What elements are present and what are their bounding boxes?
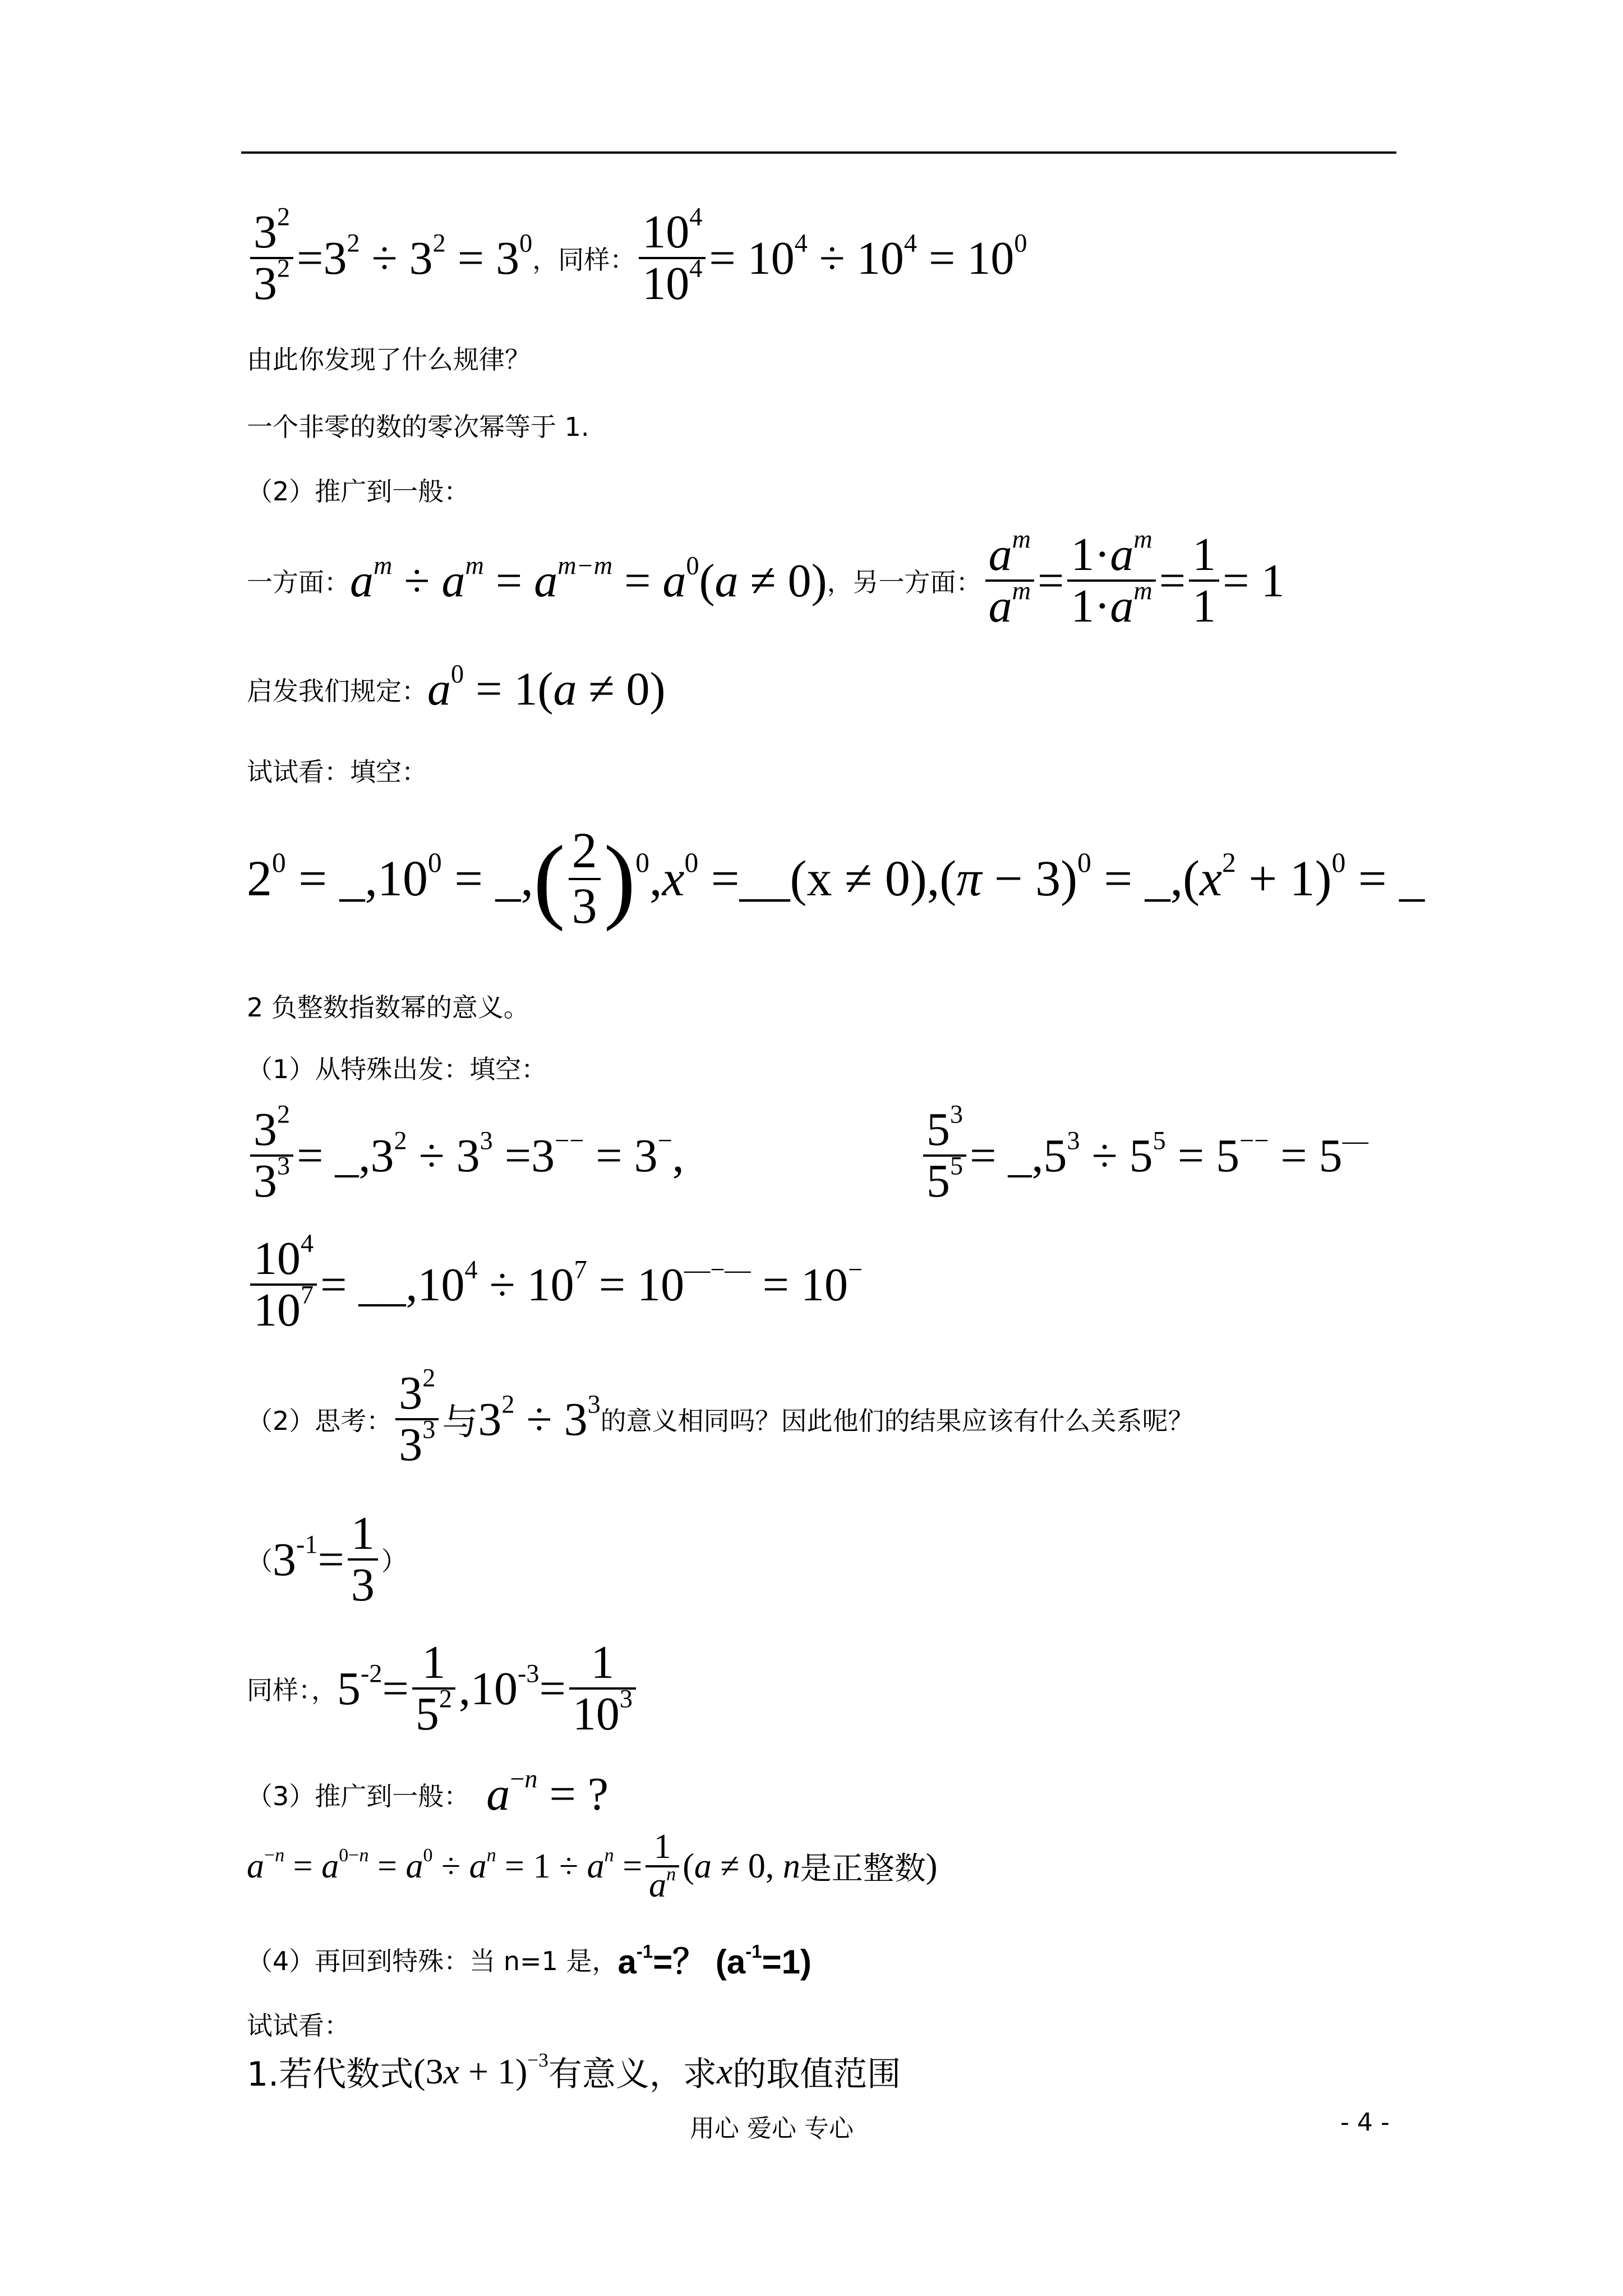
exercise-zero-power: $2^0$ = $\_,10^0$ = _, ( $\frac{2}{3}$ ) $^0,x^0$ =__(x ≠ $0),(\pi - 3)^0$ = $\_,(x^2 + 1)^0$ = _ [247,823,1425,934]
text-we-define: 启发我们规定： [247,675,427,706]
text-generalize: （3）推广到一般： [247,1780,470,1811]
fraction-10-4-over-10-4: $\frac{10^4}{10^4}$ [639,208,706,309]
try-fill-blank: 试试看：填空： [247,757,427,787]
question-general-negative: （3）推广到一般： $a^{-n}$ = ? [247,1764,609,1820]
statement-zero-power: 一个非零的数的零次幂等于 1. [247,412,589,442]
try-again: 试试看： [247,2010,350,2041]
fraction-3-2-over-3-3-think: $\frac{3^2}{3^3}$ [395,1369,439,1470]
text-likewise: 同样：， [247,1675,337,1706]
special-case-n1: （4）再回到特殊：当 n=1 是， $a^{-1}=$？ $(a^{-1}=1)$ [247,1940,811,1981]
text-open-paren: （ [247,1546,273,1577]
fraction-5-3-over-5-5: $\frac{5^3}{5^5}$ [923,1105,966,1206]
footer-motto: 用心 爱心 专心 [690,2114,854,2143]
fraction-10-4-over-10-7: $\frac{10^4}{10^7}$ [250,1234,317,1335]
step-generalize: （2）推广到一般： [247,476,470,507]
text-on-one-hand: 一方面： [247,567,350,598]
section-negative-exponent: 2 负整数指数幂的意义。 [247,992,529,1023]
text-on-other-hand: ，另一方面： [827,567,982,598]
text-meaningful: 有意义，求 [548,2055,717,2094]
text-same-meaning: 的意义相同吗？因此他们的结果应该有什么关系呢？ [600,1406,1194,1437]
step-special-case: （1）从特殊出发：填空： [247,1054,547,1084]
think-question: （2）思考： $\frac{3^2}{3^3}$ 与 $3^2 \div 3^3$ 的意义相同吗？因此他们的结果应该有什么关系呢？ [247,1363,1194,1471]
page-number: - 4 - [1340,2108,1390,2137]
fraction-1-over-an: $\frac{1}{a^n}$ [645,1829,679,1904]
derivation-negative-power: $a^{-n} = a^{0-n} = a^0 \div a^n = 1 \div a^n$ = $\frac{1}{a^n}$ (a ≠ 0, n 是正整数 ) [247,1828,938,1905]
text-and: 与 [442,1402,478,1444]
equation-5-power-division: $\frac{5^3}{5^5}$ = $\_,5^3 \div 5^5 = 5^{--} = 5^—$ [920,1105,1368,1206]
fraction-3-2-over-3-2: $\frac{3^2}{3^2}$ [250,208,293,309]
equation-10-power-division: $\frac{10^4}{10^7}$ = $\_\_,10^4 \div 10^7 = 10^{—-—} = 10^-$ [247,1234,863,1335]
equation-3-power-division: $\frac{3^2}{3^3}$ = $\_,3^2 \div 3^3 =3^{--} = 3^-$, [247,1105,684,1206]
fraction-1-over-10-3: $\frac{1}{10^3}$ [569,1638,636,1739]
header-rule [241,151,1396,154]
fraction-am-over-am: $\frac{a^m}{a^m}$ [985,530,1034,631]
fraction-3-2-over-3-3: $\frac{3^2}{3^3}$ [250,1105,293,1206]
question-rule: 由此你发现了什么规律？ [247,344,531,375]
text-positive-integer: 是正整数 [800,1851,926,1888]
equation-similarly-negative: 同样：， $5^{-2}=$ $\frac{1}{5^2}$ $,10^{-3}=$ $\frac{1}{10^3}$ [247,1638,639,1739]
definition-zero-power: 启发我们规定： $a^0 = 1(a \ne 0)$ [247,659,666,715]
fraction-1-over-5-2: $\frac{1}{5^2}$ [412,1638,455,1739]
fraction-1am-over-1am: $\frac{1\cdot a^m}{1\cdot a^m}$ [1067,530,1155,631]
exercise-1: 1.若代数式 $(3x + 1)^{-3}$ 有意义，求 x 的取值范围 [247,2047,901,2096]
equation-zero-power-example: $\frac{3^2}{3^2}$ $=3^2 \div 3^2 = 3^0$ ，同样： $\frac{10^4}{10^4}$ = $10^4 \div 10^4 = 10^0$ [247,208,1027,309]
answer-3-neg1: （ $3^{-1}=$ $\frac{1}{3}$ ） [247,1507,407,1612]
fraction-1-over-3: $\frac{1}{3}$ [348,1509,378,1610]
text-similarly: ，同样： [532,245,636,275]
fraction-2-over-3: $\frac{2}{3}$ [569,825,601,933]
fraction-1-over-1: $\frac{1}{1}$ [1189,530,1219,631]
text-range: 的取值范围 [732,2055,901,2094]
text-if-expression: 1.若代数式 [247,2055,414,2094]
text-back-to-special: （4）再回到特殊：当 n=1 是， [247,1946,618,1976]
text-think: （2）思考： [247,1406,393,1437]
text-close-paren: ） [381,1546,407,1577]
equation-general-zero-power: 一方面： $a^m \div a^m = a^{m-m} = a^0(a \ne 0)$ ，另一方面： $\frac{a^m}{a^m}$ = $\frac{1\cdot a^m}{1\cdot a^m}$ = $\frac{1}{1}$ = 1 [247,524,1285,633]
